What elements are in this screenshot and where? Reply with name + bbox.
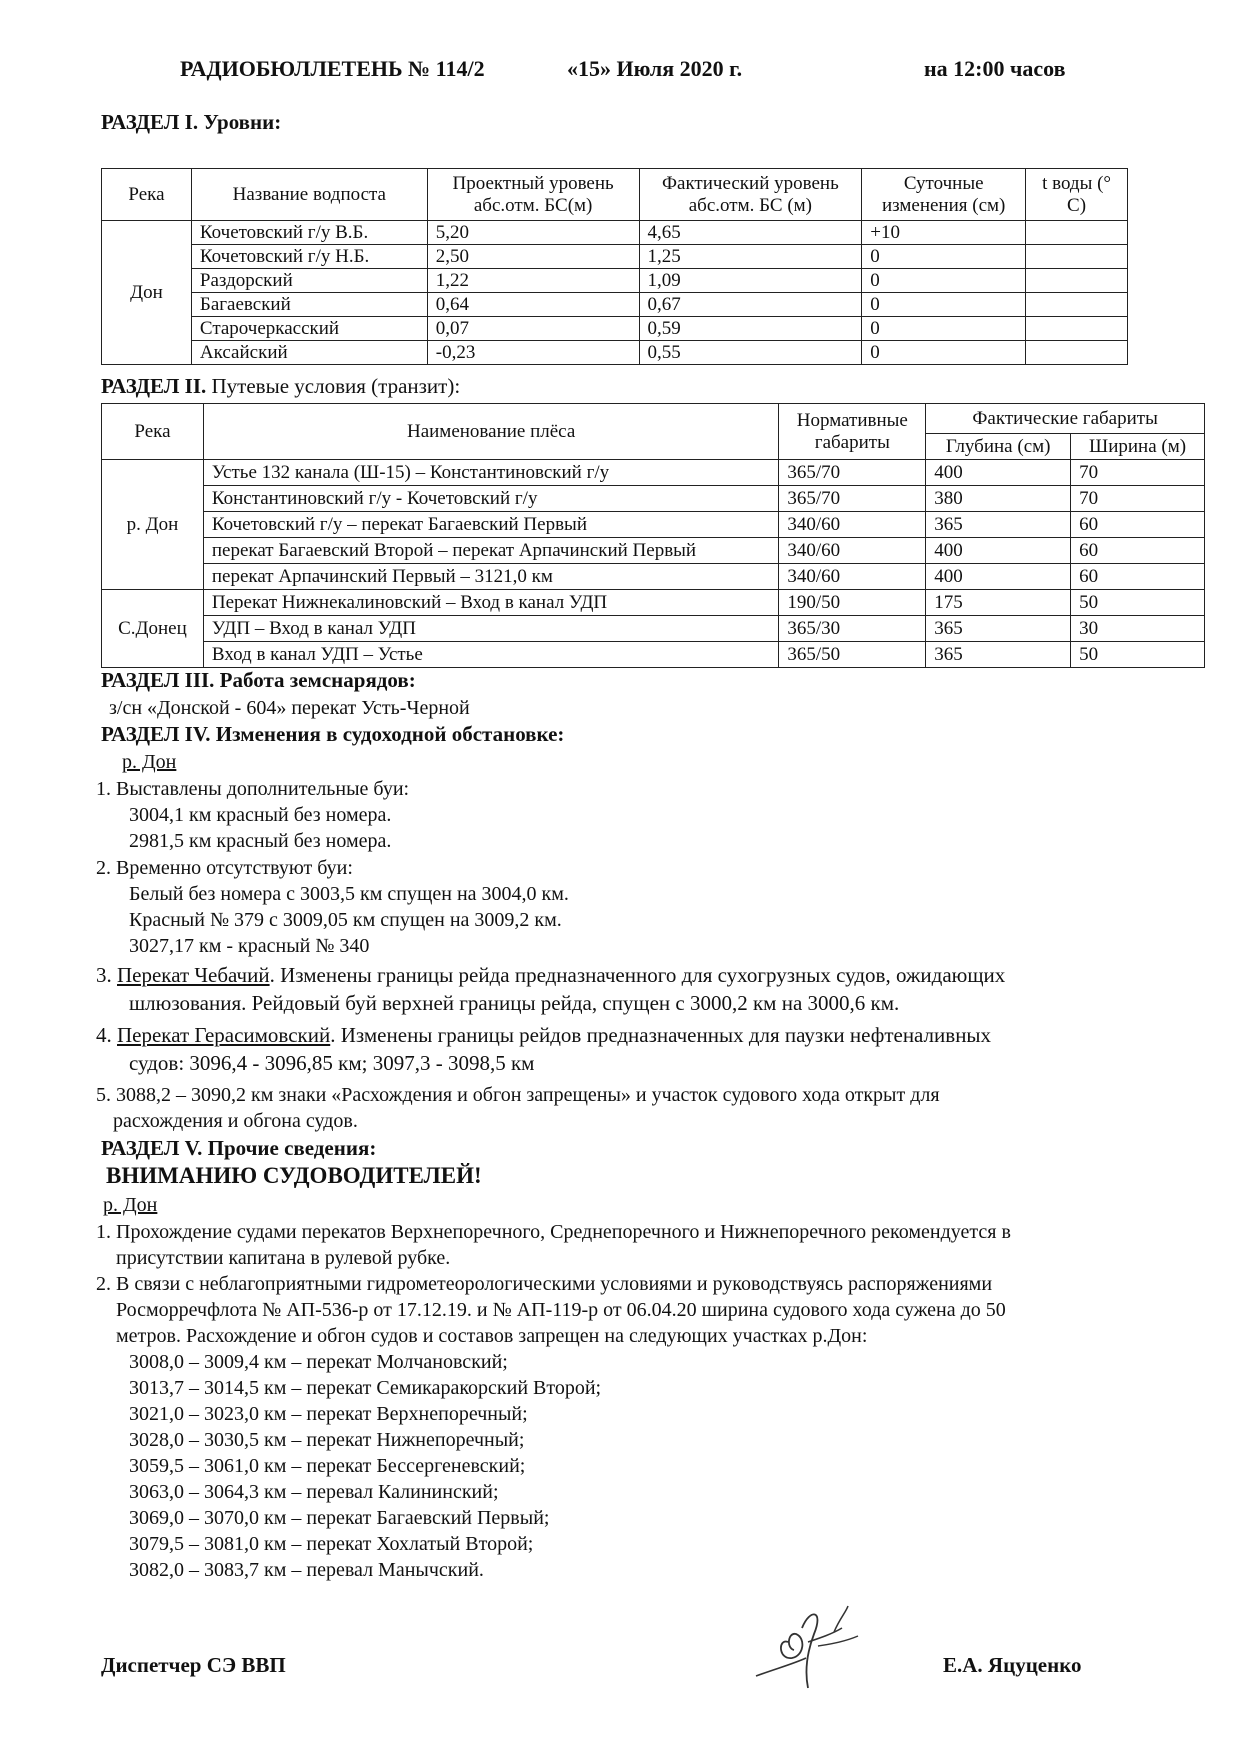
actual-level: 1,09 [639,269,862,293]
dispatcher-position: Диспетчер СЭ ВВП [101,1653,286,1677]
post-name: Раздорский [191,269,427,293]
s4-item3-link: Перекат Чебачий [117,963,270,987]
project-level: -0,23 [427,341,639,365]
route-table [101,403,1205,668]
normative-size: 190/50 [779,590,926,616]
water-temp [1026,245,1128,269]
s4-item2: 2. Временно отсутствуют буи: [96,857,353,879]
levels-header-actual: Фактический уровень абс.отм. БС (м) [639,169,862,221]
actual-level: 0,55 [639,341,862,365]
s4-item3-text: . Изменены границы рейда предназначенного для сухогрузных судов, ожидающих [269,963,1006,987]
daily-change: 0 [862,293,1026,317]
route-row [102,642,1205,668]
route-header-river: Река [102,404,204,460]
post-name: Кочетовский г/у Н.Б. [191,245,427,269]
route-row [102,616,1205,642]
levels-row [102,221,1128,245]
actual-width: 60 [1071,512,1205,538]
actual-depth: 380 [926,486,1071,512]
s4-item4-text: . Изменены границы рейдов предназначенных для паузки нефтеналивных [330,1023,992,1047]
route-header-actual: Фактические габариты [926,404,1205,434]
dispatcher-name: Е.А. Яцуценко [943,1653,1082,1677]
s5-para2-line2: Росморречфлота № АП-536-р от 17.12.19. и № АП-119-р от 06.04.20 ширина судового хода сужена до 50 [116,1299,1006,1321]
actual-depth: 365 [926,642,1071,668]
normative-size: 365/70 [779,486,926,512]
actual-depth: 365 [926,616,1071,642]
project-level: 1,22 [427,269,639,293]
section2-title-rest: Путевые условия (транзит): [211,374,461,398]
route-row [102,486,1205,512]
normative-size: 365/30 [779,616,926,642]
bulletin-date: «15» Июля 2020 г. [567,56,743,81]
dredger-line: з/сн «Донской - 604» перекат Усть-Черной [109,697,470,719]
s4-item1-a: 3004,1 км красный без номера. [129,804,392,826]
daily-change: 0 [862,341,1026,365]
route-row [102,538,1205,564]
reach-name: УДП – Вход в канал УДП [203,616,779,642]
actual-depth: 365 [926,512,1071,538]
s5-para1: 1. Прохождение судами перекатов Верхнепоречного, Среднепоречного и Нижнепоречного рекомендуется в [96,1221,1011,1243]
route-header-name: Наименование плёса [203,404,779,460]
section2-title [101,374,460,399]
levels-river-cell: Дон [102,221,192,365]
s4-item5-cont: расхождения и обгона судов. [113,1110,358,1132]
restricted-section: 3059,5 – 3061,0 км – перекат Бессергеневский; [129,1455,526,1477]
route-row [102,512,1205,538]
daily-change: 0 [862,269,1026,293]
reach-name: Константиновский г/у - Кочетовский г/у [203,486,779,512]
actual-level: 1,25 [639,245,862,269]
water-temp [1026,269,1128,293]
section5-title: РАЗДЕЛ V. Прочие сведения: [101,1136,377,1160]
water-temp [1026,293,1128,317]
levels-row [102,293,1128,317]
water-temp [1026,317,1128,341]
bulletin-title: РАДИОБЮЛЛЕТЕНЬ № 114/2 [180,56,485,81]
actual-width: 60 [1071,538,1205,564]
s4-item4-link: Перекат Герасимовский [117,1023,331,1047]
water-temp [1026,341,1128,365]
daily-change: +10 [862,221,1026,245]
restricted-section: 3028,0 – 3030,5 км – перекат Нижнепоречный; [129,1429,525,1451]
section1-title: РАЗДЕЛ I. Уровни: [101,110,282,134]
actual-level: 0,67 [639,293,862,317]
project-level: 2,50 [427,245,639,269]
actual-width: 50 [1071,590,1205,616]
actual-depth: 175 [926,590,1071,616]
route-river-cell: С.Донец [102,590,204,668]
restricted-section: 3013,7 – 3014,5 км – перекат Семикаракорский Второй; [129,1377,602,1399]
post-name: Багаевский [191,293,427,317]
s4-item3-num: 3. [96,963,112,987]
normative-size: 340/60 [779,512,926,538]
levels-header-post: Название водпоста [191,169,427,221]
route-header-width: Ширина (м) [1071,434,1205,460]
s4-item5: 5. 3088,2 – 3090,2 км знаки «Расхождения и обгон запрещены» и участок судового хода открыт для [96,1084,940,1106]
reach-name: Кочетовский г/у – перекат Багаевский Первый [203,512,779,538]
levels-header-river: Река [102,169,192,221]
bulletin-time: на 12:00 часов [924,56,1066,81]
s5-para2-line3: метров. Расхождение и обгон судов и составов запрещен на следующих участках р.Дон: [116,1325,868,1347]
project-level: 0,07 [427,317,639,341]
s5-para1-cont: присутствии капитана в рулевой рубке. [116,1247,451,1269]
s5-para2: 2. В связи с неблагоприятными гидрометеорологическими условиями и руководствуясь распоряжениями [96,1273,993,1295]
levels-header-change: Суточные изменения (см) [862,169,1026,221]
actual-width: 60 [1071,564,1205,590]
signature-icon [748,1598,878,1698]
levels-row [102,269,1128,293]
water-temp [1026,221,1128,245]
route-row [102,564,1205,590]
actual-width: 50 [1071,642,1205,668]
route-header-depth: Глубина (см) [926,434,1071,460]
restricted-section: 3079,5 – 3081,0 км – перекат Хохлатый Второй; [129,1533,534,1555]
actual-depth: 400 [926,538,1071,564]
normative-size: 365/50 [779,642,926,668]
daily-change: 0 [862,245,1026,269]
s4-item3 [96,963,1005,987]
s4-item4 [96,1023,991,1047]
levels-row [102,341,1128,365]
normative-size: 340/60 [779,564,926,590]
restricted-section: 3021,0 – 3023,0 км – перекат Верхнепоречный; [129,1403,528,1425]
levels-header-temp: t воды (° С) [1026,169,1128,221]
s4-item2-c: 3027,17 км - красный № 340 [129,935,370,957]
attention-heading: ВНИМАНИЮ СУДОВОДИТЕЛЕЙ! [106,1163,482,1188]
s4-item2-a: Белый без номера с 3003,5 км спущен на 3004,0 км. [129,883,569,905]
post-name: Кочетовский г/у В.Б. [191,221,427,245]
levels-header-row [102,169,1128,221]
restricted-section: 3069,0 – 3070,0 км – перекат Багаевский Первый; [129,1507,550,1529]
s4-item1: 1. Выставлены дополнительные буи: [96,778,410,800]
s4-item3-cont: шлюзования. Рейдовый буй верхней границы рейда, спущен с 3000,2 км на 3000,6 км. [129,991,900,1015]
levels-row [102,317,1128,341]
route-header-row [102,404,1205,434]
reach-name: Устье 132 канала (Ш-15) – Константиновский г/у [203,460,779,486]
reach-name: Вход в канал УДП – Устье [203,642,779,668]
actual-level: 0,59 [639,317,862,341]
actual-width: 70 [1071,486,1205,512]
post-name: Аксайский [191,341,427,365]
reach-name: Перекат Нижнекалиновский – Вход в канал УДП [203,590,779,616]
route-river-cell: р. Дон [102,460,204,590]
post-name: Старочеркасский [191,317,427,341]
project-level: 0,64 [427,293,639,317]
project-level: 5,20 [427,221,639,245]
route-header-normative: Нормативные габариты [779,404,926,460]
s4-item4-cont: судов: 3096,4 - 3096,85 км; 3097,3 - 3098,5 км [129,1051,535,1075]
s4-item4-num: 4. [96,1023,112,1047]
actual-width: 70 [1071,460,1205,486]
section4-river: р. Дон [122,751,177,773]
reach-name: перекат Арпачинский Первый – 3121,0 км [203,564,779,590]
reach-name: перекат Багаевский Второй – перекат Арпачинский Первый [203,538,779,564]
restricted-section: 3082,0 – 3083,7 км – перевал Манычский. [129,1559,484,1581]
levels-header-project: Проектный уровень абс.отм. БС(м) [427,169,639,221]
s4-item2-b: Красный № 379 с 3009,05 км спущен на 3009,2 км. [129,909,562,931]
actual-depth: 400 [926,460,1071,486]
section4-title: РАЗДЕЛ IV. Изменения в судоходной обстановке: [101,722,565,746]
levels-table [101,168,1128,365]
actual-width: 30 [1071,616,1205,642]
levels-row [102,245,1128,269]
actual-depth: 400 [926,564,1071,590]
restricted-section: 3063,0 – 3064,3 км – перевал Калининский; [129,1481,499,1503]
section2-title-bold: РАЗДЕЛ II. [101,374,207,398]
route-row [102,460,1205,486]
s4-item1-b: 2981,5 км красный без номера. [129,830,392,852]
normative-size: 340/60 [779,538,926,564]
actual-level: 4,65 [639,221,862,245]
route-row [102,590,1205,616]
daily-change: 0 [862,317,1026,341]
section3-title: РАЗДЕЛ III. Работа земснарядов: [101,668,416,692]
restricted-section: 3008,0 – 3009,4 км – перекат Молчановский; [129,1351,508,1373]
normative-size: 365/70 [779,460,926,486]
section5-river: р. Дон [103,1194,158,1216]
